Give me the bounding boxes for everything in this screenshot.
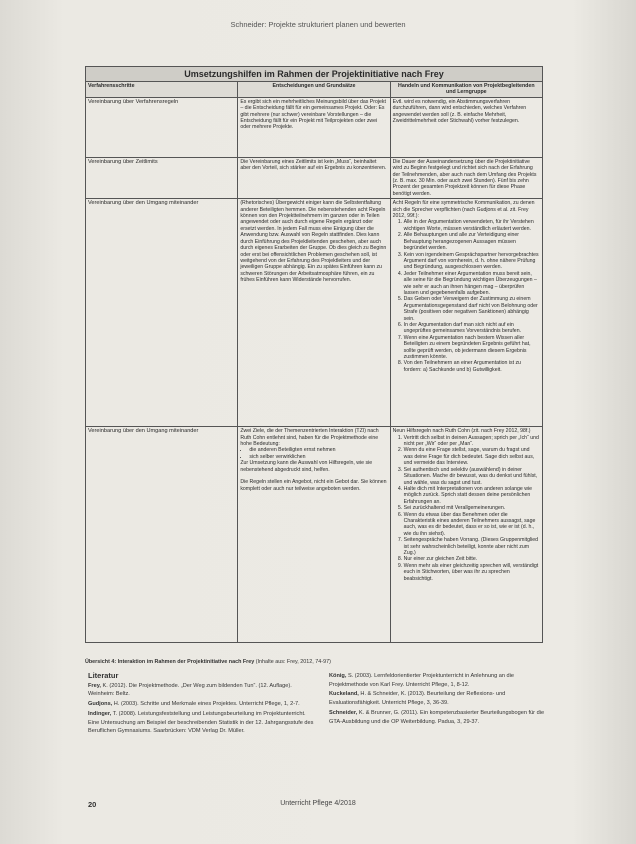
table-caption	[85, 659, 545, 665]
list-item: 4. Jeder Teilnehmer einer Argumentation muss bereit sein, alle seine für die Begründung wichtigen Überzeugungen – wie sehr er auch an ihnen hängen mag – überprüfen lassen und gegebenenfalls aufgeben.	[404, 271, 540, 297]
goals-text: Die Regeln stellen ein Angebot, nicht ein Gebot dar. Sie können komplett oder auch nur teilweise angeboten werden.	[240, 479, 387, 492]
caption-label: Übersicht 4: Interaktion im Rahmen der Projektinitiative nach Frey	[85, 659, 255, 665]
reference-author: Kuckeland,	[329, 691, 359, 698]
footer-journal: Unterricht Pflege 4/2018	[280, 800, 356, 807]
row-decisions: Die Vereinbarung eines Zeitlimits ist kein „Muss“, beinhaltet aber den Vorteil, sich stärker auf ein Ergebnis zu konzentrieren.	[238, 157, 390, 198]
row-action: Evtl. wird es notwendig, ein Abstimmungsverfahren durchzuführen, dann wird entschieden, welches Verfahren angewendet werden soll (z. B. einfache Mehrheit, Zweidrittelmehrheit oder Stichwahl) vorher festzulegen.	[390, 97, 542, 157]
rules-list	[393, 219, 540, 373]
list-item: 3. Sei authentisch und selektiv (auswählend) in deiner Situationen. Mache dir bewusst, was du denkst und fühlst, und wähle, was du sagst und tust.	[404, 467, 540, 486]
list-item: 5. Das Geben oder Verweigern der Zustimmung zu einem Argumentationsgegenstand darf nicht von Belohnung oder Strafe (positiven oder negativen Sanktionen) abhängig sein.	[404, 296, 540, 322]
reference-author: Schneider,	[329, 709, 358, 716]
references-left	[88, 672, 314, 737]
col-header-steps: Verfahrensschritte	[86, 82, 238, 98]
table-row	[86, 97, 543, 157]
list-item: 4. Halte dich mit Interpretationen von anderen solange wie möglich zurück. Sprich statt dessen deine persönlichen Erfahrungen an.	[404, 486, 540, 505]
goals-text: Zur Umsetzung kann die Auswahl von Hilfsregeln, wie sie nebenstehend abgedruckt sind, helfen.	[240, 460, 373, 473]
table-title: Umsetzungshilfen im Rahmen der Projektinitiative nach Frey	[86, 67, 543, 82]
row-decisions	[238, 427, 390, 643]
list-item: 3. Kein von irgendeinem Gesprächspartner hervorgebrachtes Argument darf von vornherein, d. h. ohne nähere Prüfung und Begründung, ausgeschlossen werden.	[404, 252, 540, 271]
row-step: Vereinbarung über Zeitlimits	[86, 157, 238, 198]
reference-text: T. (2008). Leistungsfeststellung und Leistungsbeurteilung im Projektunterricht. Eine Untersuchung am Beispiel der beschreibenden Statistik in der 12. Jahrgangsstufe des Beruflichen Gymnasiums. Saarbrücken: VDM Verlag Dr. Müller.	[88, 710, 314, 735]
list-item: 1. Alle in der Argumentation verwendeten, für ihr Verstehen wichtigen Worte, müssen verständlich erläutert werden.	[404, 219, 540, 232]
list-item: 5. Sei zurückhaltend mit Verallgemeinerungen.	[404, 505, 540, 511]
reference-item	[329, 690, 545, 707]
reference-text: K. & Brunner, G. (2011). Ein kompetenzbasierter Beurteilungsbogen für die GTA-Ausbildung und die OP Weiterbildung. Padua, 3, 29-37.	[329, 709, 545, 725]
list-item: 2. Alle Behauptungen und alle zur Verteidigung einer Behauptung herangezogenen Aussagen müssen begründet werden.	[404, 232, 540, 251]
row-step: Vereinbarung über den Umgang miteinander	[86, 427, 238, 643]
list-item: 7. Seitengespräche haben Vorrang. (Dieses Gruppenmitglied ist sehr wahrscheinlich beteiligt, konnte aber nicht zum Zug.)	[404, 537, 540, 556]
list-item: 2. Wenn du eine Frage stellst, sage, warum du fragst und was deine Frage für dich bedeutet. Sage dich selbst aus, und vermeide das Interview.	[404, 447, 540, 466]
reference-text: S. (2003). Lernfeldorientierter Projektunterricht in Anlehnung an die Projektmethode von Karl Frey. Unterricht Pflege, 1, 8-12.	[329, 673, 515, 688]
reference-item	[88, 710, 314, 736]
overview-table	[85, 66, 543, 643]
references-right	[329, 672, 545, 727]
goals-list	[240, 447, 387, 460]
list-item: • die anderen Beteiligten ernst nehmen	[249, 447, 387, 453]
reference-item	[88, 700, 314, 709]
goals-intro: Zwei Ziele, die der Themenzentrierten Interaktion (TZI) nach Ruth Cohn entlehnt sind, haben für die Projektmethode eine hohe Bedeutung:	[240, 428, 379, 448]
list-item: 8. Nur einer zur gleichen Zeit bitte.	[404, 556, 540, 562]
helper-rules-intro: Neun Hilfsregeln nach Ruth Cohn (zit. nach Frey 2012, 98f.)	[392, 428, 531, 435]
page-number: 20	[88, 800, 97, 809]
list-item: 1. Vertritt dich selbst in deinen Aussagen; sprich per „Ich“ und nicht per „Wir“ oder per „Man“.	[404, 435, 540, 448]
table-row	[86, 157, 543, 198]
row-step: Vereinbarung über Verfahrensregeln	[86, 97, 238, 157]
col-header-decisions: Entscheidungen und Grundsätze	[238, 82, 390, 98]
running-head: Schneider: Projekte strukturiert planen und bewerten	[230, 20, 406, 29]
reference-author: Frey,	[88, 682, 101, 689]
reference-item	[329, 709, 545, 726]
table-row	[86, 427, 543, 643]
reference-item	[329, 672, 545, 689]
row-step: Vereinbarung über den Umgang miteinander	[86, 199, 238, 427]
list-item: 7. Wenn eine Argumentation nach bestem Wissen aller Beteiligten zu einem begründeten Ergebnis geführt hat, sollte geprüft werden, ob jedermann diesem Ergebnis zustimmen könnte.	[404, 335, 540, 361]
rules-intro: Acht Regeln für eine symmetrische Kommunikation, zu denen sich die Sprecher verpflichten (nach Gudjons et al. zit. Frey 2012, 99f.):	[392, 200, 535, 220]
caption-source: (Inhalte aus: Frey, 2012, 74-97)	[254, 659, 331, 665]
list-item: 9. Wenn mehr als einer gleichzeitig sprechen will, verständigt euch in Stichworten, über was ihr zu sprechen beabsichtigt.	[404, 563, 540, 582]
list-item: • sich selber verwirklichen	[249, 454, 387, 460]
helper-rules-list	[393, 435, 540, 582]
reference-item	[88, 682, 314, 699]
list-item: 6. In der Argumentation darf man sich nicht auf ein ungeprüftes gemeinsames Vorverständnis berufen.	[404, 322, 540, 335]
reference-author: König,	[329, 673, 347, 679]
row-action: Die Dauer der Auseinandersetzung über die Projektinitiative wird zu Beginn festgelegt und richtet sich nach der Erfahrung der Teilnehmenden, aber auch nach dem Umfang des Projekts (z. B. max. 30 Min. oder auch zwei Stunden). Fünf bis zehn Prozent der gesamten Projektzeit können für diese Phase benötigt werden.	[390, 157, 542, 198]
list-item: 6. Wenn du etwas über das Benehmen oder die Charakteristik eines anderen Teilnehmers aussagst, sage auch, was es dir bedeutet, dass er so ist, wie er ist (d. h., wie du ihn siehst).	[404, 512, 540, 538]
reference-text: K. (2012). Die Projektmethode. „Der Weg zum bildenden Tun“. (12. Auflage). Weinheim: Beltz.	[88, 682, 292, 698]
reference-text: H. & Schneider, K. (2013). Beurteilung der Reflexions- und Evaluationsfähigkeit. Unterricht Pflege, 3, 36-39.	[329, 691, 506, 707]
reference-author: Indinger,	[88, 710, 112, 717]
col-header-action: Handeln und Kommunikation von Projektbegleitenden und Lerngruppe	[390, 82, 542, 98]
row-decisions: Es ergibt sich ein mehrheitliches Meinungsbild über das Projekt – die Entscheidung fällt für ein gemeinsames Projekt. Oder: Es gibt mehrere (nur schwer) vereinbare Vorstellungen – die Entscheidung fällt für ein Projekt mit Teilprojekten oder zwei oder mehrere Projekte.	[238, 97, 390, 157]
table-row	[86, 199, 543, 427]
references-heading: Literatur	[88, 671, 119, 680]
row-action	[390, 199, 542, 427]
reference-author: Gudjons,	[88, 701, 113, 708]
row-action	[390, 427, 542, 643]
list-item: 8. Von den Teilnehmern an einer Argumentation ist zu fordern: a) Sachkunde und b) Gutwilligkeit.	[404, 360, 540, 373]
reference-text: H. (2003). Schritte und Merkmale eines Projektes. Unterricht Pflege, 1, 2-7.	[112, 701, 300, 708]
row-decisions: (Rhetorisches) Übergewicht einiger kann die Selbstentfaltung anderer Beteiligten hemmen. Die nebenstehenden acht Regeln können von den Projektteilnehmern im ganzen oder in Teilen angewendet oder auch durch eigene Regeln ergänzt oder ersetzt werden. In jedem Fall muss eine Einigung über die Anwendung bzw. Auswahl von Regeln stattfinden. Dies kann durch Einführung des Projektleitenden geschehen, aber auch durch eigenes Erarbeiten der Gruppe. Ob dies gleich zu Beginn oder erst bei offensichtlichen Problemen geschehen soll, ist weitgehend von der Erfahrung des Projektleiters und der jeweiligen Gruppe abhängig. Ein zu spätes Einführen kann zu schweren Störungen der Arbeitsatmosphäre führen, ein zu frühes Einführen kann Widerstände hervorrufen.	[238, 199, 390, 427]
